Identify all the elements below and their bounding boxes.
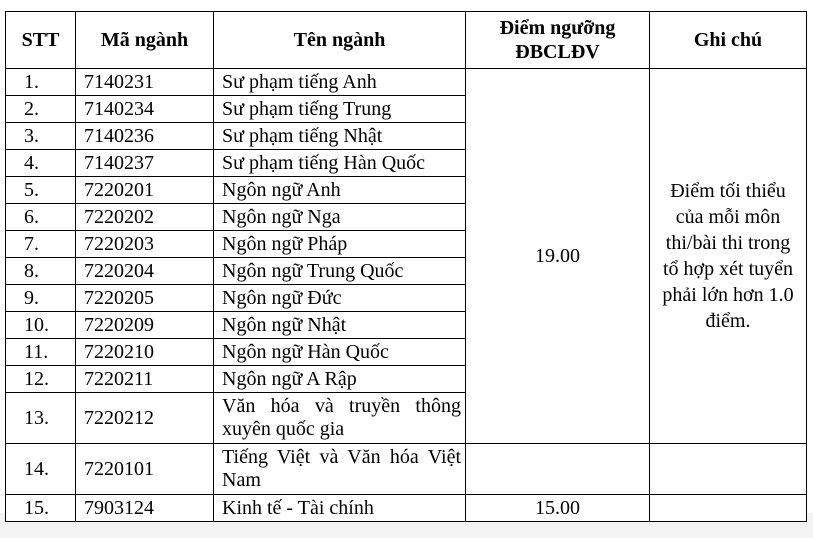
- row-ma: 7220205: [76, 285, 214, 312]
- header-ma-nganh: Mã ngành: [76, 12, 214, 69]
- row-ma: 7140231: [76, 69, 214, 96]
- row-ten: Ngôn ngữ Nga: [214, 204, 466, 231]
- group-note: Điểm tối thiểu của mỗi môn thi/bài thi trong tổ hợp xét tuyển phải lớn hơn 1.0 điểm.: [650, 69, 807, 444]
- table-row: [6, 495, 807, 522]
- row-stt: 3.: [6, 123, 76, 150]
- row-ten: Ngôn ngữ Anh: [214, 177, 466, 204]
- row-ma: 7220209: [76, 312, 214, 339]
- row-ma: 7140236: [76, 123, 214, 150]
- row-stt: 10.: [6, 312, 76, 339]
- row-ma: 7140237: [76, 150, 214, 177]
- row-stt: 4.: [6, 150, 76, 177]
- row-ma: 7903124: [76, 495, 214, 522]
- row-ma: 7220211: [76, 366, 214, 393]
- row-stt: 6.: [6, 204, 76, 231]
- header-diem-nguong: [466, 12, 650, 69]
- row-stt: 15.: [6, 495, 76, 522]
- row-ma: 7220201: [76, 177, 214, 204]
- row-stt: 8.: [6, 258, 76, 285]
- header-diem-line1: Điểm ngưỡng: [499, 17, 616, 39]
- row-stt: 14.: [6, 444, 76, 495]
- table-row: [6, 444, 807, 495]
- row-ten: Ngôn ngữ A Rập: [214, 366, 466, 393]
- header-diem-line2: ĐBCLĐV: [515, 41, 600, 63]
- row-ten: Tiếng Việt và Văn hóa Việt Nam: [214, 444, 466, 495]
- last-score: 15.00: [466, 495, 650, 522]
- row-stt: 12.: [6, 366, 76, 393]
- row-stt: 5.: [6, 177, 76, 204]
- row-ten: Văn hóa và truyền thông xuyên quốc gia: [214, 393, 466, 444]
- row-note-empty: [650, 495, 807, 522]
- row-ma: 7220202: [76, 204, 214, 231]
- row-note-empty: [650, 444, 807, 495]
- row-ma: 7220203: [76, 231, 214, 258]
- row-ten: Sư phạm tiếng Hàn Quốc: [214, 150, 466, 177]
- row-ma: 7220210: [76, 339, 214, 366]
- row-ma: 7220101: [76, 444, 214, 495]
- row-ma: 7140234: [76, 96, 214, 123]
- row-ten: Ngôn ngữ Trung Quốc: [214, 258, 466, 285]
- row-stt: 9.: [6, 285, 76, 312]
- header-ghi-chu: Ghi chú: [650, 12, 807, 69]
- row-ma: 7220212: [76, 393, 214, 444]
- row-stt: 7.: [6, 231, 76, 258]
- row-ten: Kinh tế - Tài chính: [214, 495, 466, 522]
- row-stt: 2.: [6, 96, 76, 123]
- row-ten: Sư phạm tiếng Anh: [214, 69, 466, 96]
- table-row: [6, 69, 807, 96]
- row-ten: Ngôn ngữ Nhật: [214, 312, 466, 339]
- row-stt: 1.: [6, 69, 76, 96]
- header-stt: STT: [6, 12, 76, 69]
- row-ma: 7220204: [76, 258, 214, 285]
- row-ten: Ngôn ngữ Pháp: [214, 231, 466, 258]
- row-stt: 11.: [6, 339, 76, 366]
- row-score-empty: [466, 444, 650, 495]
- row-stt: 13.: [6, 393, 76, 444]
- header-row: [6, 12, 807, 69]
- group-score: 19.00: [466, 69, 650, 444]
- admission-threshold-table: [5, 11, 807, 522]
- row-ten: Ngôn ngữ Đức: [214, 285, 466, 312]
- header-ten-nganh: Tên ngành: [214, 12, 466, 69]
- row-ten: Sư phạm tiếng Trung: [214, 96, 466, 123]
- row-ten: Ngôn ngữ Hàn Quốc: [214, 339, 466, 366]
- row-ten: Sư phạm tiếng Nhật: [214, 123, 466, 150]
